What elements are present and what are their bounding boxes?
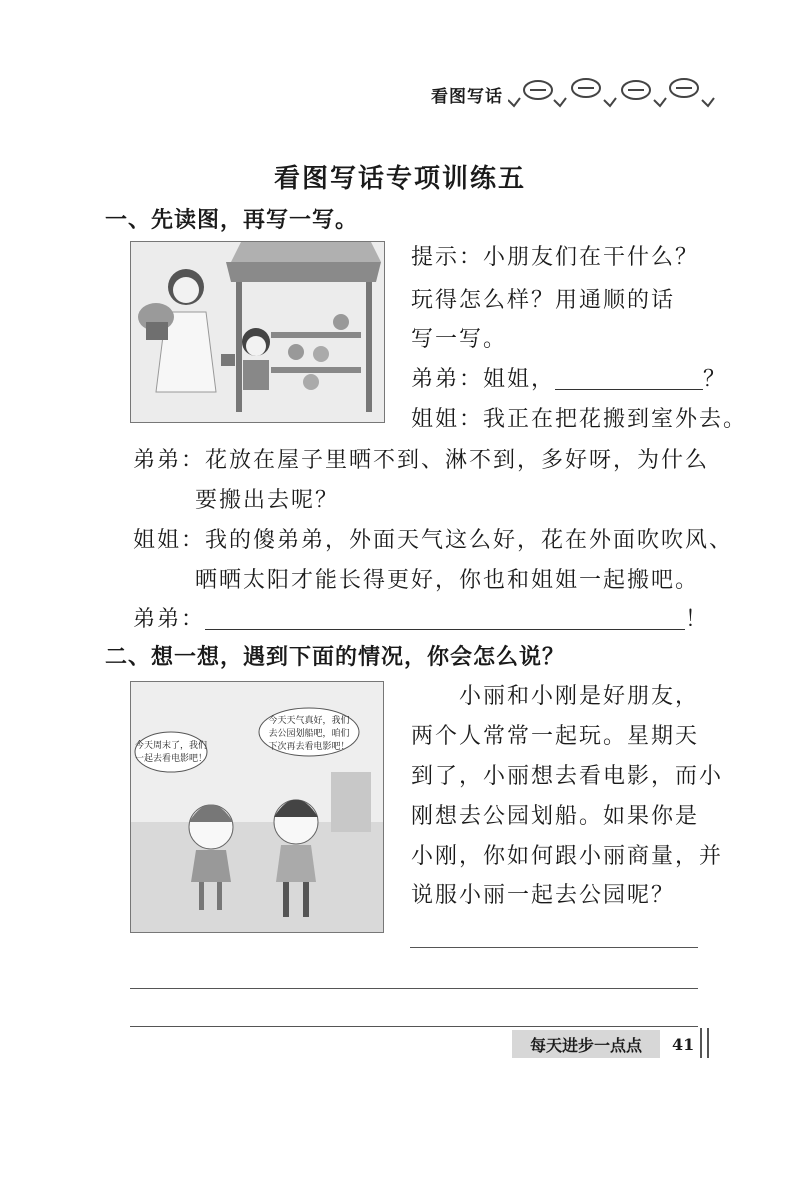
page-title: 看图写话专项训练五 — [273, 164, 526, 194]
answer-blank-2[interactable] — [205, 607, 685, 630]
footer-bar-right — [707, 1028, 709, 1058]
dialog-brother-3 — [133, 602, 709, 633]
section-one-heading: 一、先读图，再写一写。 — [105, 208, 359, 233]
dialog-sister-answer-1: 姐姐：我正在把花搬到室外去。 — [411, 407, 748, 432]
story-line-4: 刚想去公园划船。如果你是 — [411, 804, 700, 829]
dialog-brother-3-prefix: 弟弟： — [133, 607, 206, 632]
dialog-sister-2-line2: 晒晒太阳才能长得更好，你也和姐姐一起搬吧。 — [195, 568, 700, 593]
dialog-sister-2-line1: 姐姐：我的傻弟弟，外面天气这么好，花在外面吹吹风、 — [133, 528, 734, 553]
dialog-brother-2-line2: 要搬出去呢？ — [195, 488, 340, 513]
dialog-brother-3-suffix: ！ — [685, 607, 710, 632]
hint-line-1: 提示：小朋友们在干什么？ — [411, 245, 700, 270]
dialog-brother-2-line1: 弟弟：花放在屋子里晒不到、淋不到，多好呀，为什么 — [133, 448, 710, 473]
bubble-boy-line1: 今天天气真好，我们 — [268, 716, 350, 726]
picture-girl-and-boy-talking — [130, 681, 384, 933]
story-line-2: 两个人常常一起玩。星期天 — [411, 724, 700, 749]
story-line-3: 到了，小丽想去看电影，而小 — [411, 764, 724, 789]
header-vine-decoration — [508, 72, 718, 112]
footer-bar-left — [700, 1028, 702, 1058]
story-line-6: 说服小丽一起去公园呢？ — [411, 883, 676, 908]
hint-line-3: 写一写。 — [411, 327, 508, 352]
bubble-boy-line2: 去公园划船吧，咱们 — [268, 729, 350, 739]
dialog-brother-question-prefix: 弟弟：姐姐， — [411, 367, 556, 392]
section-label: 看图写话 — [431, 87, 503, 107]
hint-line-2: 玩得怎么样？用通顺的话 — [411, 288, 676, 313]
picture-children-moving-flowers — [130, 241, 385, 423]
writing-line-2[interactable] — [130, 988, 698, 989]
dialog-brother-question — [411, 362, 727, 393]
answer-blank-1[interactable] — [555, 367, 703, 390]
bubble-girl-line1: 今天周末了，我们 — [134, 741, 208, 751]
bubble-boy-line3: 下次再去看电影吧！ — [268, 742, 350, 752]
footer-slogan: 每天进步一点点 — [529, 1036, 642, 1055]
story-line-5: 小刚，你如何跟小丽商量，并 — [411, 844, 724, 869]
story-line-1: 小丽和小刚是好朋友， — [459, 684, 700, 709]
dialog-brother-question-suffix: ？ — [703, 367, 728, 392]
section-two-heading: 二、想一想，遇到下面的情况，你会怎么说？ — [105, 645, 566, 670]
writing-line-3[interactable] — [130, 1026, 698, 1027]
writing-line-1[interactable] — [410, 947, 698, 948]
page-number: 41 — [672, 1035, 695, 1054]
bubble-girl-line2: 一起去看电影吧！ — [134, 754, 208, 764]
